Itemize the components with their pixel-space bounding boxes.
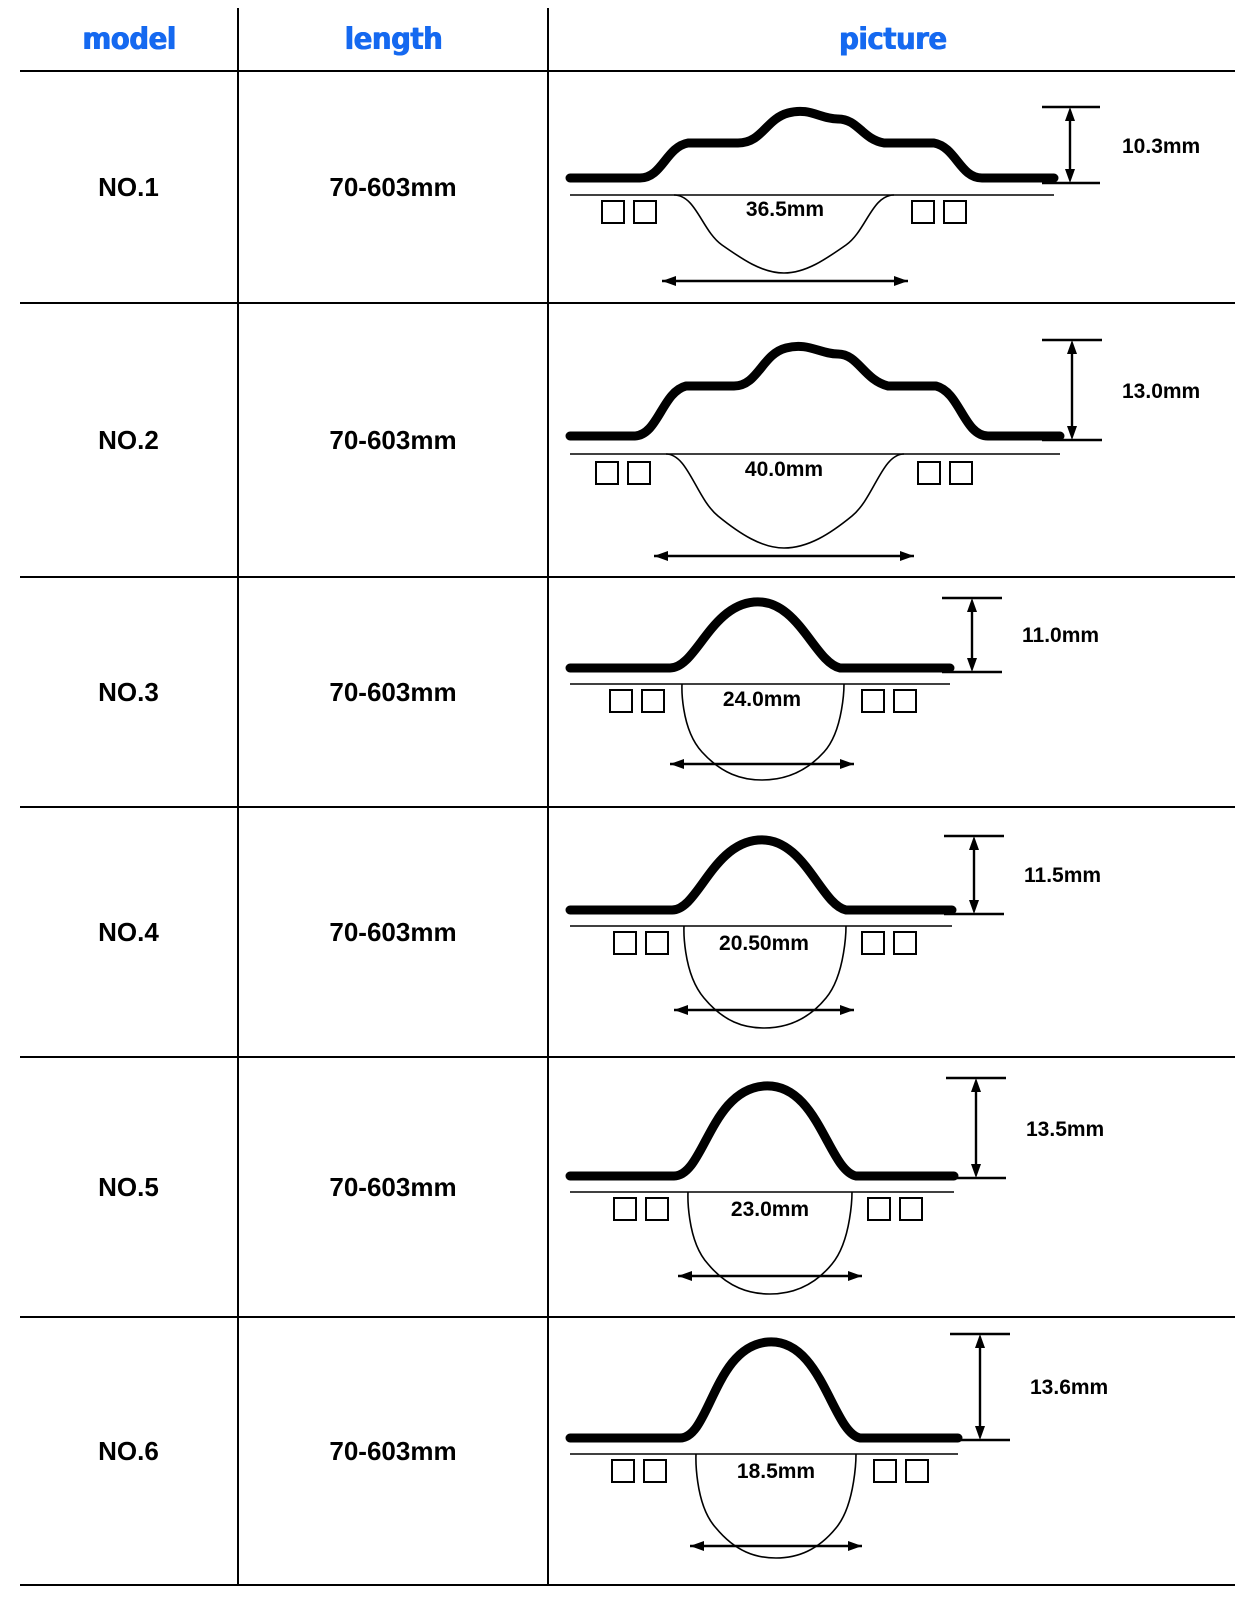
column-header-model-label: model	[81, 21, 176, 57]
clamp-marker	[614, 1198, 636, 1220]
header-row	[20, 8, 1235, 71]
clamp-marker	[596, 462, 618, 484]
cell-model: NO.6	[20, 1317, 238, 1585]
width-dimension-label: 18.5mm	[736, 1460, 816, 1483]
clamp-marker	[894, 690, 916, 712]
clamp-marker	[610, 690, 632, 712]
height-dimension-label: 11.5mm	[1024, 864, 1102, 887]
table-row	[20, 577, 1235, 807]
clamp-marker	[912, 201, 934, 223]
table-header	[20, 8, 1235, 71]
cell-length: 70-603mm	[238, 807, 548, 1057]
cell-model: NO.4	[20, 807, 238, 1057]
clamp-marker	[646, 932, 668, 954]
table-row	[20, 807, 1235, 1057]
cell-picture	[548, 577, 1235, 807]
cell-length: 70-603mm	[238, 577, 548, 807]
hose-diagram-no4	[549, 810, 1235, 1054]
cell-picture	[548, 807, 1235, 1057]
cell-model: NO.2	[20, 303, 238, 577]
cell-picture	[548, 303, 1235, 577]
clamp-marker	[646, 1198, 668, 1220]
clamp-marker	[644, 1460, 666, 1482]
cell-picture	[548, 1057, 1235, 1317]
cell-length: 70-603mm	[238, 303, 548, 577]
width-dimension-label: 24.0mm	[722, 688, 802, 711]
height-dimension-label: 11.0mm	[1022, 624, 1100, 647]
table-row	[20, 71, 1235, 303]
clamp-marker	[944, 201, 966, 223]
clamp-marker	[642, 690, 664, 712]
cell-picture	[548, 71, 1235, 303]
clamp-marker	[602, 201, 624, 223]
spec-sheet	[0, 8, 1255, 1608]
clamp-marker	[862, 690, 884, 712]
clamp-marker	[918, 462, 940, 484]
clamp-marker	[950, 462, 972, 484]
column-header-length	[238, 8, 548, 71]
clamp-marker	[900, 1198, 922, 1220]
column-header-length-label: length	[344, 21, 442, 57]
width-dimension-label: 20.50mm	[719, 932, 809, 955]
hose-diagram-no6	[549, 1320, 1235, 1582]
cell-model: NO.5	[20, 1057, 238, 1317]
width-dimension-label: 36.5mm	[745, 198, 825, 221]
cell-model: NO.3	[20, 577, 238, 807]
hose-diagram-no5	[549, 1060, 1235, 1314]
clamp-marker	[614, 932, 636, 954]
specification-table	[20, 8, 1235, 1586]
clamp-marker	[862, 932, 884, 954]
clamp-marker	[874, 1460, 896, 1482]
table-row	[20, 303, 1235, 577]
clamp-marker	[868, 1198, 890, 1220]
hose-diagram-no1	[549, 73, 1235, 301]
cell-length: 70-603mm	[238, 71, 548, 303]
hose-diagram-no3	[549, 580, 1235, 804]
height-dimension-label: 10.3mm	[1122, 135, 1201, 158]
clamp-marker	[612, 1460, 634, 1482]
height-dimension-label: 13.6mm	[1030, 1376, 1109, 1399]
hose-diagram-no2	[549, 306, 1235, 574]
column-header-model	[20, 8, 238, 71]
width-dimension-label: 40.0mm	[744, 458, 824, 481]
cell-length: 70-603mm	[238, 1057, 548, 1317]
table-row	[20, 1057, 1235, 1317]
column-header-picture-label: picture	[838, 21, 946, 57]
width-dimension-label: 23.0mm	[730, 1198, 810, 1221]
table-body	[20, 71, 1235, 1585]
clamp-marker	[634, 201, 656, 223]
cell-picture	[548, 1317, 1235, 1585]
cell-length: 70-603mm	[238, 1317, 548, 1585]
column-header-picture	[548, 8, 1235, 71]
clamp-marker	[894, 932, 916, 954]
table-row	[20, 1317, 1235, 1585]
clamp-marker	[628, 462, 650, 484]
height-dimension-label: 13.5mm	[1026, 1118, 1105, 1141]
height-dimension-label: 13.0mm	[1122, 380, 1201, 403]
cell-model: NO.1	[20, 71, 238, 303]
clamp-marker	[906, 1460, 928, 1482]
